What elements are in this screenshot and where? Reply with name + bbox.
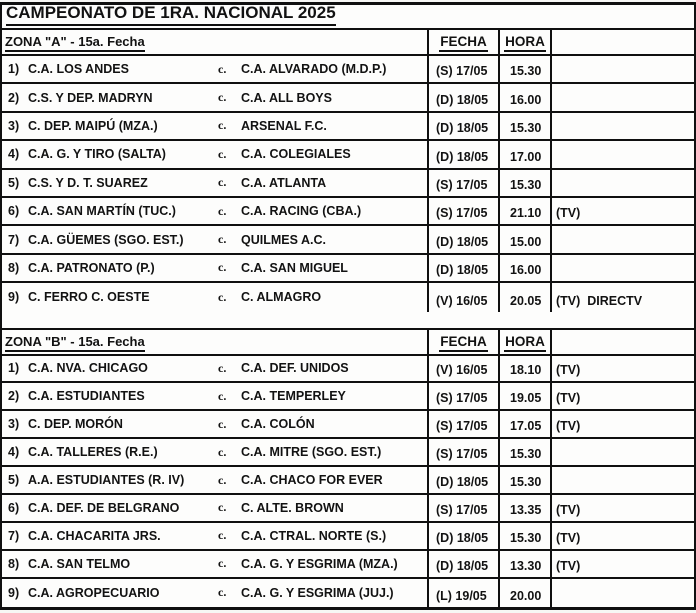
match-number: 7) [8, 528, 20, 543]
tv-note: (TV) [550, 551, 694, 577]
match-time: 18.10 [498, 356, 550, 382]
match-row [2, 383, 694, 411]
match-row [2, 523, 694, 551]
away-team: C.A. COLEGIALES [241, 147, 351, 162]
match-time: 15.30 [498, 467, 550, 493]
match-row [2, 283, 694, 311]
tv-note [550, 113, 694, 139]
tv-note [550, 439, 694, 465]
match-time: 21.10 [498, 198, 550, 224]
match-time: 17.00 [498, 141, 550, 167]
match-cell [2, 56, 427, 82]
zone-b-rows [2, 356, 694, 607]
away-team: C.A. ALVARADO (M.D.P.) [241, 62, 387, 77]
match-date: (S) 17/05 [427, 411, 498, 437]
vs-label: c. [218, 585, 227, 600]
match-number: 7) [8, 232, 20, 247]
away-team: C.A. CTRAL. NORTE (S.) [241, 528, 387, 543]
match-time: 19.05 [498, 383, 550, 409]
vs-label: c. [218, 528, 227, 543]
tv-note [550, 467, 694, 493]
away-team: C.A. CHACO FOR EVER [241, 473, 383, 488]
match-number: 6) [8, 204, 20, 219]
title-row [2, 5, 694, 30]
match-date: (L) 19/05 [427, 579, 498, 607]
vs-label: c. [218, 175, 227, 190]
match-date: (D) 18/05 [427, 84, 498, 110]
match-time: 13.35 [498, 495, 550, 521]
vs-label: c. [218, 260, 227, 275]
match-cell [2, 551, 427, 577]
vs-label: c. [218, 90, 227, 105]
match-cell [2, 84, 427, 110]
match-number: 8) [8, 556, 20, 571]
match-date: (V) 16/05 [427, 283, 498, 311]
match-number: 4) [8, 147, 20, 162]
match-date: (S) 17/05 [427, 56, 498, 82]
match-date: (V) 16/05 [427, 356, 498, 382]
away-team: C.A. ATLANTA [241, 175, 327, 190]
away-team: C.A. G. Y ESGRIMA (MZA.) [241, 556, 398, 571]
away-team: C. ALTE. BROWN [241, 500, 344, 515]
home-team: C. FERRO C. OESTE [28, 290, 150, 305]
match-date: (D) 18/05 [427, 255, 498, 281]
match-row [2, 84, 694, 112]
match-date: (D) 18/05 [427, 551, 498, 577]
match-number: 4) [8, 445, 20, 460]
home-team: C.A. AGROPECUARIO [28, 585, 160, 600]
match-time: 20.05 [498, 283, 550, 311]
match-number: 1) [8, 62, 20, 77]
tv-note: (TV) [550, 198, 694, 224]
match-number: 5) [8, 175, 20, 190]
zone-a-header-row [2, 30, 694, 56]
tv-note: (TV) [550, 356, 694, 382]
match-number: 2) [8, 389, 20, 404]
tv-note [550, 141, 694, 167]
home-team: C.A. GÜEMES (SGO. EST.) [28, 232, 184, 247]
home-team: A.A. ESTUDIANTES (R. IV) [28, 473, 185, 488]
match-time: 20.00 [498, 579, 550, 607]
match-cell [2, 383, 427, 409]
vs-label: c. [218, 388, 227, 403]
match-number: 3) [8, 417, 20, 432]
match-number: 2) [8, 90, 20, 105]
vs-label: c. [218, 232, 227, 247]
away-team: C.A. ALL BOYS [241, 90, 332, 105]
vs-label: c. [218, 118, 227, 133]
zone-separator-row [2, 312, 694, 330]
home-team: C. DEP. MORÓN [28, 417, 123, 432]
tv-note: (TV) [550, 495, 694, 521]
match-time: 17.05 [498, 411, 550, 437]
away-team: C.A. TEMPERLEY [241, 389, 346, 404]
match-date: (S) 17/05 [427, 495, 498, 521]
fixture-sheet [0, 2, 696, 610]
match-date: (D) 18/05 [427, 226, 498, 252]
match-time: 15.30 [498, 523, 550, 549]
match-row [2, 141, 694, 169]
zone-a-label: ZONA "A" - 15a. Fecha [5, 34, 145, 52]
home-team: C.A. LOS ANDES [28, 62, 129, 77]
match-date: (D) 18/05 [427, 523, 498, 549]
home-team: C. DEP. MAIPÚ (MZA.) [28, 118, 158, 133]
match-number: 6) [8, 500, 20, 515]
vs-label: c. [218, 61, 227, 76]
away-team: C.A. SAN MIGUEL [241, 260, 348, 275]
home-team: C.A. CHACARITA JRS. [28, 528, 161, 543]
match-row [2, 467, 694, 495]
fecha-column-header: FECHA [427, 30, 498, 54]
away-team: C.A. RACING (CBA.) [241, 204, 362, 219]
match-cell [2, 198, 427, 224]
match-row [2, 226, 694, 254]
tv-note: (TV) [550, 411, 694, 437]
notes-column-header-empty [550, 30, 694, 54]
match-cell [2, 283, 427, 311]
home-team: C.S. Y D. T. SUAREZ [28, 175, 148, 190]
notes-column-header-empty [550, 330, 694, 354]
vs-label: c. [218, 203, 227, 218]
match-time: 15.30 [498, 439, 550, 465]
match-date: (D) 18/05 [427, 467, 498, 493]
match-row [2, 411, 694, 439]
away-team: C. ALMAGRO [241, 290, 322, 305]
vs-label: c. [218, 556, 227, 571]
vs-label: c. [218, 416, 227, 431]
vs-label: c. [218, 472, 227, 487]
match-number: 3) [8, 118, 20, 133]
home-team: C.S. Y DEP. MADRYN [28, 90, 153, 105]
vs-label: c. [218, 146, 227, 161]
match-cell [2, 467, 427, 493]
match-row [2, 356, 694, 384]
home-team: C.A. DEF. DE BELGRANO [28, 500, 180, 515]
home-team: C.A. NVA. CHICAGO [28, 361, 148, 376]
match-date: (D) 18/05 [427, 141, 498, 167]
away-team: C.A. DEF. UNIDOS [241, 361, 349, 376]
vs-label: c. [218, 289, 227, 304]
match-date: (S) 17/05 [427, 439, 498, 465]
fecha-column-header: FECHA [427, 330, 498, 354]
match-date: (S) 17/05 [427, 383, 498, 409]
match-cell [2, 579, 427, 607]
home-team: C.A. ESTUDIANTES [28, 389, 145, 404]
home-team: C.A. SAN MARTÍN (TUC.) [28, 204, 176, 219]
match-time: 16.00 [498, 84, 550, 110]
match-time: 15.30 [498, 56, 550, 82]
page-title: CAMPEONATO DE 1RA. NACIONAL 2025 [6, 3, 336, 26]
match-cell [2, 226, 427, 252]
hora-column-header: HORA [498, 30, 550, 54]
match-time: 16.00 [498, 255, 550, 281]
tv-note [550, 170, 694, 196]
match-row [2, 579, 694, 607]
away-team: C.A. G. Y ESGRIMA (JUJ.) [241, 585, 394, 600]
match-row [2, 439, 694, 467]
away-team: ARSENAL F.C. [241, 118, 327, 133]
match-cell [2, 523, 427, 549]
match-cell [2, 411, 427, 437]
match-row [2, 113, 694, 141]
home-team: C.A. TALLERES (R.E.) [28, 445, 158, 460]
home-team: C.A. PATRONATO (P.) [28, 260, 155, 275]
hora-column-header: HORA [498, 330, 550, 354]
zone-a-label-cell [2, 30, 427, 54]
away-team: QUILMES A.C. [241, 232, 326, 247]
home-team: C.A. G. Y TIRO (SALTA) [28, 147, 166, 162]
match-date: (S) 17/05 [427, 198, 498, 224]
zone-b-header-row [2, 330, 694, 356]
tv-note [550, 56, 694, 82]
tv-note: (TV) [550, 523, 694, 549]
match-cell [2, 439, 427, 465]
match-number: 5) [8, 473, 20, 488]
match-number: 9) [8, 290, 20, 305]
match-cell [2, 170, 427, 196]
vs-label: c. [218, 500, 227, 515]
match-time: 15.30 [498, 113, 550, 139]
match-cell [2, 141, 427, 167]
match-cell [2, 255, 427, 281]
match-cell [2, 356, 427, 382]
match-number: 1) [8, 361, 20, 376]
tv-note [550, 579, 694, 607]
match-row [2, 170, 694, 198]
match-row [2, 495, 694, 523]
home-team: C.A. SAN TELMO [28, 556, 131, 571]
match-row [2, 551, 694, 579]
match-time: 13.30 [498, 551, 550, 577]
tv-note: (TV) DIRECTV [550, 283, 694, 311]
away-team: C.A. COLÓN [241, 417, 315, 432]
match-time: 15.30 [498, 170, 550, 196]
match-row [2, 198, 694, 226]
match-number: 9) [8, 585, 20, 600]
match-date: (S) 17/05 [427, 170, 498, 196]
match-time: 15.00 [498, 226, 550, 252]
vs-label: c. [218, 444, 227, 459]
match-date: (D) 18/05 [427, 113, 498, 139]
match-cell [2, 495, 427, 521]
tv-note [550, 226, 694, 252]
match-number: 8) [8, 260, 20, 275]
zone-b-label-cell [2, 330, 427, 354]
zone-b-label: ZONA "B" - 15a. Fecha [5, 334, 145, 352]
match-row [2, 56, 694, 84]
tv-note [550, 255, 694, 281]
match-cell [2, 113, 427, 139]
tv-note: (TV) [550, 383, 694, 409]
away-team: C.A. MITRE (SGO. EST.) [241, 445, 382, 460]
vs-label: c. [218, 360, 227, 375]
zone-a-rows [2, 56, 694, 312]
tv-note [550, 84, 694, 110]
match-row [2, 255, 694, 283]
